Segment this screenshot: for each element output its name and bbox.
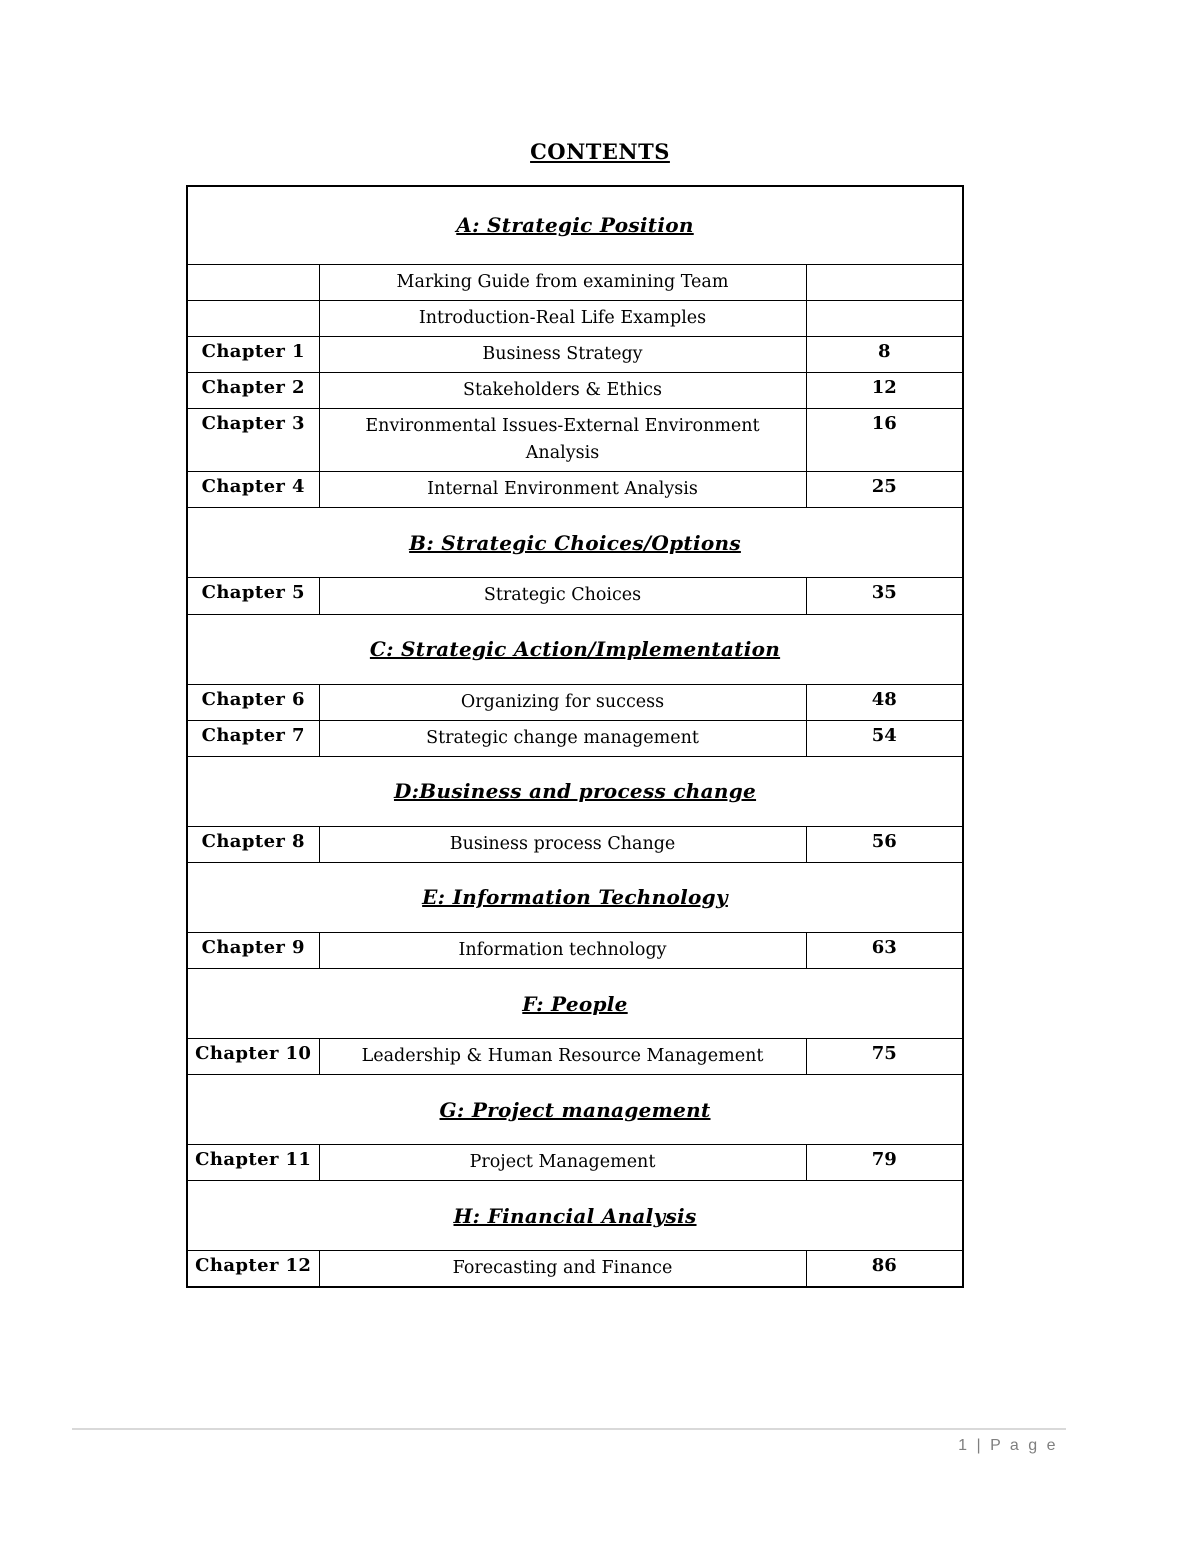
section-heading: E: Information Technology xyxy=(422,885,728,910)
footer-divider xyxy=(72,1428,1066,1430)
title-cell: Organizing for success xyxy=(319,684,806,720)
page-cell: 16 xyxy=(806,409,963,472)
title-cell: Information technology xyxy=(319,932,806,968)
toc-row xyxy=(187,472,963,508)
page-title: CONTENTS xyxy=(530,139,670,164)
section-row xyxy=(187,969,963,1039)
chapter-cell: Chapter 9 xyxy=(187,932,319,968)
section-row xyxy=(187,508,963,578)
page-cell xyxy=(806,264,963,300)
page-cell: 8 xyxy=(806,336,963,372)
title-cell: Stakeholders & Ethics xyxy=(319,372,806,408)
page-cell: 54 xyxy=(806,720,963,756)
title-cell: Environmental Issues-External Environment Analysis xyxy=(319,409,806,472)
page-cell: 48 xyxy=(806,684,963,720)
chapter-cell: Chapter 1 xyxy=(187,336,319,372)
page-cell: 79 xyxy=(806,1145,963,1181)
chapter-cell: Chapter 12 xyxy=(187,1251,319,1288)
page-cell: 35 xyxy=(806,578,963,614)
title-cell: Forecasting and Finance xyxy=(319,1251,806,1288)
title-cell: Business Strategy xyxy=(319,336,806,372)
chapter-cell xyxy=(187,300,319,336)
toc-row xyxy=(187,409,963,472)
section-row xyxy=(187,614,963,684)
section-row xyxy=(187,1181,963,1251)
toc-row xyxy=(187,1039,963,1075)
title-cell: Introduction-Real Life Examples xyxy=(319,300,806,336)
section-heading: G: Project management xyxy=(439,1097,711,1122)
toc-row xyxy=(187,336,963,372)
section-heading-cell xyxy=(187,614,963,684)
page-cell: 86 xyxy=(806,1251,963,1288)
section-row xyxy=(187,1075,963,1145)
toc-row xyxy=(187,684,963,720)
section-heading: C: Strategic Action/Implementation xyxy=(369,637,781,661)
section-heading: H: Financial Analysis xyxy=(453,1203,697,1228)
section-heading-cell xyxy=(187,862,963,932)
section-row xyxy=(187,862,963,932)
toc-row xyxy=(187,720,963,756)
chapter-cell: Chapter 6 xyxy=(187,684,319,720)
section-heading-cell xyxy=(187,508,963,578)
toc-row xyxy=(187,1145,963,1181)
toc-row xyxy=(187,1251,963,1288)
title-cell: Internal Environment Analysis xyxy=(319,472,806,508)
page-cell xyxy=(806,300,963,336)
section-row xyxy=(187,756,963,826)
title-cell: Leadership & Human Resource Management xyxy=(319,1039,806,1075)
chapter-cell: Chapter 5 xyxy=(187,578,319,614)
section-heading: A: Strategic Position xyxy=(456,213,694,238)
title-cell: Project Management xyxy=(319,1145,806,1181)
title-cell: Strategic change management xyxy=(319,720,806,756)
chapter-cell: Chapter 11 xyxy=(187,1145,319,1181)
chapter-cell: Chapter 7 xyxy=(187,720,319,756)
page-cell: 63 xyxy=(806,932,963,968)
toc-row xyxy=(187,264,963,300)
title-cell: Marking Guide from examining Team xyxy=(319,264,806,300)
section-heading: D:Business and process change xyxy=(393,779,757,804)
title-cell: Strategic Choices xyxy=(319,578,806,614)
section-heading-cell xyxy=(187,1181,963,1251)
section-row xyxy=(187,186,963,264)
section-heading-cell xyxy=(187,1075,963,1145)
title-cell: Business process Change xyxy=(319,826,806,862)
page-cell: 56 xyxy=(806,826,963,862)
page-cell: 12 xyxy=(806,372,963,408)
section-heading: B: Strategic Choices/Options xyxy=(409,530,741,555)
contents-table xyxy=(186,185,964,1288)
chapter-cell: Chapter 8 xyxy=(187,826,319,862)
toc-row xyxy=(187,932,963,968)
section-heading: F: People xyxy=(522,991,628,1016)
section-heading-cell xyxy=(187,969,963,1039)
chapter-cell: Chapter 10 xyxy=(187,1039,319,1075)
page-number-footer: 1 | P a g e xyxy=(958,1437,1058,1454)
page-cell: 25 xyxy=(806,472,963,508)
toc-row xyxy=(187,826,963,862)
chapter-cell: Chapter 4 xyxy=(187,472,319,508)
page-cell: 75 xyxy=(806,1039,963,1075)
section-heading-cell xyxy=(187,756,963,826)
toc-row xyxy=(187,578,963,614)
chapter-cell xyxy=(187,264,319,300)
toc-row xyxy=(187,372,963,408)
chapter-cell: Chapter 2 xyxy=(187,372,319,408)
section-heading-cell xyxy=(187,186,963,264)
chapter-cell: Chapter 3 xyxy=(187,409,319,472)
toc-row xyxy=(187,300,963,336)
